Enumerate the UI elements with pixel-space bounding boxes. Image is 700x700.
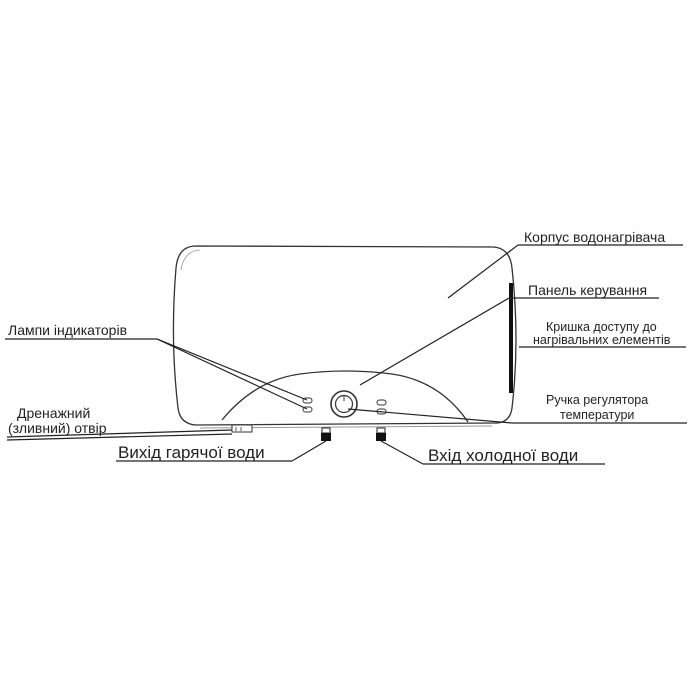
drain-hole <box>232 425 252 432</box>
hot-water-pipe <box>321 428 331 441</box>
leader-hot-water <box>292 441 326 461</box>
label-drain-line1: Дренажний <box>17 405 91 421</box>
cold-water-pipe <box>376 428 386 441</box>
access-cover-bar <box>509 283 513 393</box>
label-thermostat-line2: температури <box>560 408 635 422</box>
label-indicator-lamps: Лампи індикаторів <box>8 322 128 338</box>
leader-cold-water <box>381 441 423 464</box>
label-access-cover-line1: Кришка доступу до <box>546 320 657 334</box>
label-access-cover-line2: нагрівальних елементів <box>533 333 671 347</box>
label-thermostat-line1: Ручка регулятора <box>546 393 649 407</box>
thermostat-knob <box>331 391 357 417</box>
label-drain-line2: (зливний) отвір <box>8 420 107 436</box>
indicator-lamp-right-top <box>377 400 386 405</box>
label-body: Корпус водонагрівача <box>524 229 666 245</box>
label-control-panel: Панель керування <box>528 282 648 298</box>
label-hot-water-outlet: Вихід гарячої води <box>118 443 265 462</box>
label-cold-water-inlet: Вхід холодної води <box>428 446 579 465</box>
